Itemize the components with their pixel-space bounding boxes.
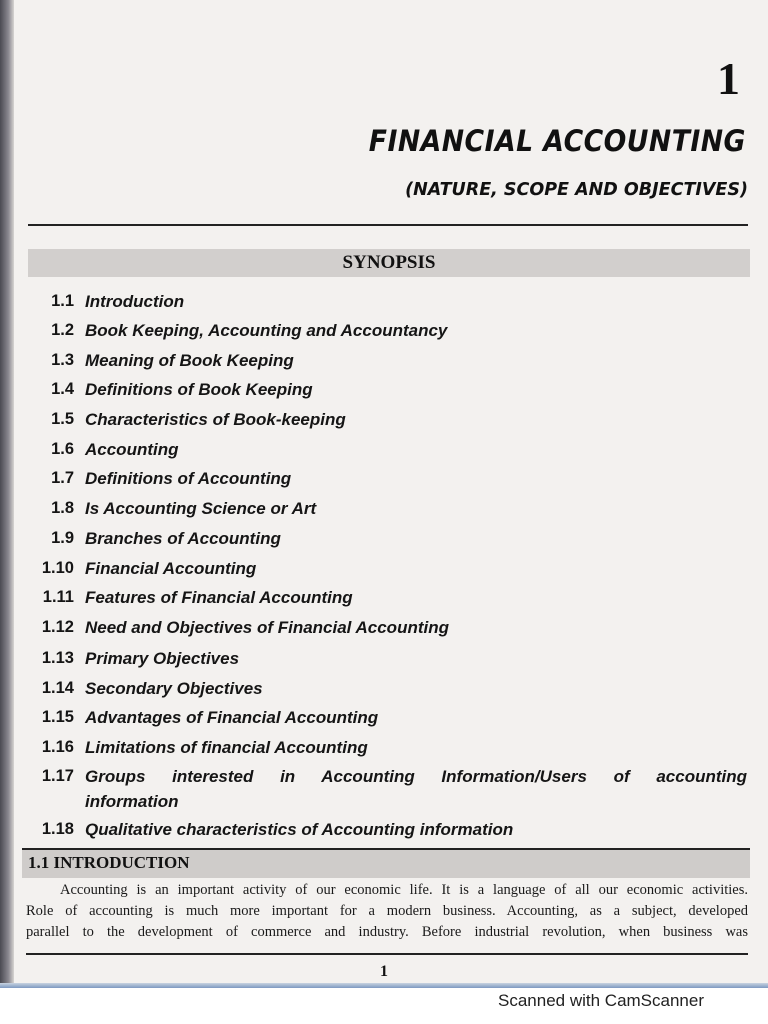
synopsis-item — [30, 410, 750, 434]
synopsis-item-label: Book Keeping, Accounting and Accountancy — [85, 321, 448, 340]
synopsis-item-number: 1.1 — [51, 292, 74, 310]
scanner-watermark: Scanned with CamScanner — [498, 991, 705, 1010]
synopsis-item-label: Accounting — [85, 440, 179, 459]
synopsis-item — [30, 380, 750, 404]
synopsis-item-label: Definitions of Book Keeping — [85, 380, 313, 399]
synopsis-item-number: 1.18 — [41, 820, 74, 838]
synopsis-item-number: 1.9 — [51, 529, 74, 547]
synopsis-item-number: 1.4 — [51, 380, 74, 398]
synopsis-item — [30, 708, 750, 732]
synopsis-item — [30, 588, 750, 612]
synopsis-item-number: 1.3 — [51, 351, 74, 369]
synopsis-item-label: Introduction — [85, 292, 185, 311]
synopsis-item-label: Advantages of Financial Accounting — [85, 708, 379, 727]
chapter-subtitle: (NATURE, SCOPE AND OBJECTIVES) — [405, 180, 748, 200]
synopsis-item-number: 1.17 — [41, 767, 74, 785]
synopsis-item-label: Need and Objectives of Financial Accounting — [85, 618, 449, 637]
synopsis-item-number: 1.7 — [51, 469, 74, 487]
synopsis-item-label: Groups interested in Accounting Information/Users of accounting — [85, 767, 747, 786]
body-line: parallel to the development of commerce and industry. Before industrial revolution, when business was — [26, 924, 748, 940]
synopsis-item — [30, 440, 750, 464]
synopsis-item-number: 1.14 — [41, 679, 74, 697]
synopsis-item-label: Is Accounting Science or Art — [85, 499, 317, 518]
synopsis-item — [30, 738, 750, 762]
page-bottom-edge — [0, 983, 768, 988]
synopsis-item-label: Meaning of Book Keeping — [85, 351, 294, 370]
synopsis-item — [30, 618, 750, 642]
synopsis-item-label: Definitions of Accounting — [85, 469, 292, 488]
synopsis-item — [30, 351, 750, 375]
synopsis-item-number: 1.6 — [51, 440, 74, 458]
body-line: Accounting is an important activity of our economic life. It is a language of all our economic activities. — [60, 882, 748, 898]
chapter-title: FINANCIAL ACCOUNTING — [368, 124, 746, 158]
synopsis-item-label: Qualitative characteristics of Accounting information — [85, 820, 514, 839]
section-heading: 1.1 INTRODUCTION — [28, 853, 190, 872]
synopsis-item-label: Limitations of financial Accounting — [85, 738, 368, 757]
synopsis-item-label: Primary Objectives — [85, 649, 240, 668]
synopsis-item — [30, 529, 750, 553]
synopsis-heading: SYNOPSIS — [342, 252, 436, 273]
synopsis-item — [30, 767, 750, 817]
synopsis-item — [30, 820, 750, 844]
synopsis-item-label: Branches of Accounting — [85, 529, 281, 548]
synopsis-item — [30, 679, 750, 703]
synopsis-item — [30, 649, 750, 673]
synopsis-item-label: Secondary Objectives — [85, 679, 263, 698]
synopsis-item-number: 1.13 — [41, 649, 74, 667]
synopsis-item — [30, 469, 750, 493]
synopsis-item — [30, 321, 750, 345]
section-body — [26, 880, 748, 943]
body-line: Role of accounting is much more important for a modern business. Accounting, as a subject, developed — [26, 903, 748, 919]
synopsis-heading-bar — [28, 249, 750, 277]
synopsis-item-number: 1.12 — [41, 618, 74, 636]
synopsis-item-label-continued: information — [85, 792, 179, 811]
synopsis-item — [30, 559, 750, 583]
synopsis-item-number: 1.8 — [51, 499, 74, 517]
synopsis-item-label: Financial Accounting — [85, 559, 257, 578]
page-number: 1 — [380, 963, 388, 980]
footer-rule — [26, 953, 748, 955]
page-binding-edge — [0, 0, 14, 988]
synopsis-item — [30, 292, 750, 316]
section-heading-bar — [22, 848, 750, 878]
synopsis-item-number: 1.5 — [51, 410, 74, 428]
chapter-number: 1 — [717, 53, 740, 104]
synopsis-item-number: 1.11 — [42, 588, 74, 606]
synopsis-item — [30, 499, 750, 523]
synopsis-item-number: 1.15 — [41, 708, 74, 726]
header-rule — [28, 224, 748, 226]
synopsis-item-number: 1.16 — [41, 738, 74, 756]
synopsis-item-label: Characteristics of Book-keeping — [85, 410, 346, 429]
synopsis-item-number: 1.10 — [41, 559, 74, 577]
synopsis-item-number: 1.2 — [51, 321, 74, 339]
synopsis-item-label: Features of Financial Accounting — [85, 588, 353, 607]
